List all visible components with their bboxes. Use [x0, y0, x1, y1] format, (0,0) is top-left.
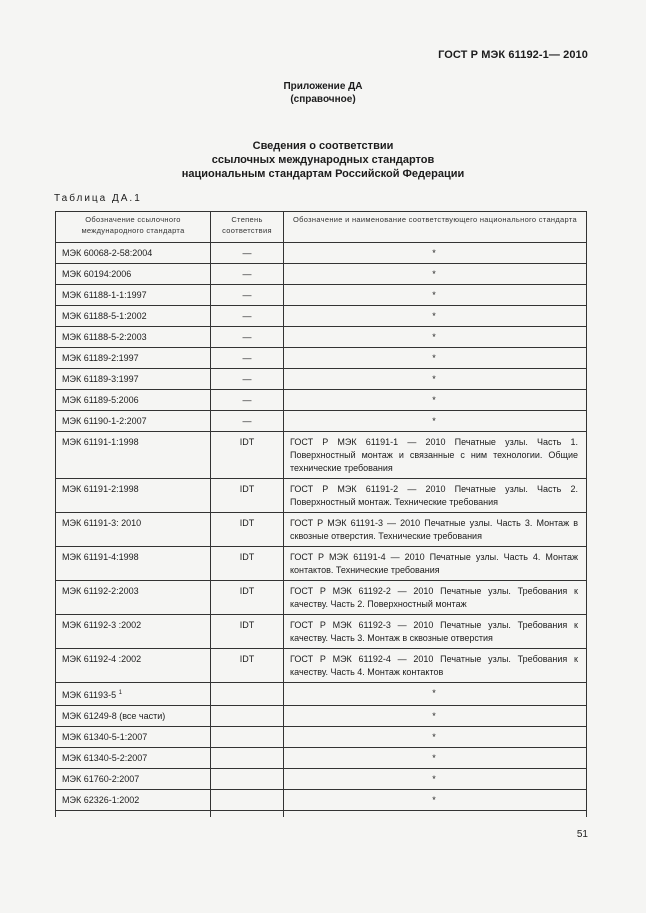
appendix-title: Приложение ДА [283, 81, 363, 92]
cell-degree: — [211, 285, 284, 306]
reference-text: МЭК 61188-5-2:2003 [62, 332, 147, 342]
reference-text: МЭК 61340-5-1:2007 [62, 732, 148, 742]
reference-text: МЭК 61189-2:1997 [62, 353, 139, 363]
cell-reference [56, 748, 211, 769]
table-row [56, 479, 587, 513]
table-row [56, 547, 587, 581]
reference-text: МЭК 61249-8 (все части) [62, 711, 166, 721]
cell-national-standard: * [284, 327, 587, 348]
cell-national-standard: ГОСТ Р МЭК 61192-4 — 2010 Печатные узлы. Требования к качеству. Часть 4. Монтаж контактов [284, 649, 587, 683]
cell-degree [211, 706, 284, 727]
cell-reference [56, 769, 211, 790]
reference-text: МЭК 61189-5:2006 [62, 395, 139, 405]
reference-text: МЭК 61188-1-1:1997 [62, 290, 147, 300]
column-header-national: Обозначение и наименование соответствующего национального стандарта [284, 212, 587, 243]
reference-text: МЭК 61189-3:1997 [62, 374, 139, 384]
cell-national-standard: ГОСТ Р МЭК 61191-4 — 2010 Печатные узлы. Часть 4. Монтаж контактов. Технические требования [284, 547, 587, 581]
cell-national-standard: * [284, 683, 587, 706]
table-row [56, 790, 587, 811]
cell-degree: IDT [211, 513, 284, 547]
reference-text: МЭК 61190-1-2:2007 [62, 416, 147, 426]
reference-text: МЭК 61192-4 :2002 [62, 654, 142, 664]
cell-national-standard: * [284, 706, 587, 727]
section-title [0, 139, 646, 181]
reference-text: МЭК 61192-2:2003 [62, 586, 139, 596]
cell-reference [56, 348, 211, 369]
reference-text: МЭК 61188-5-1:2002 [62, 311, 147, 321]
cell-degree [211, 769, 284, 790]
cell-reference [56, 390, 211, 411]
table-row [56, 390, 587, 411]
page-number: 51 [576, 829, 588, 840]
cell-national-standard: * [284, 348, 587, 369]
cell-degree [211, 748, 284, 769]
cell-reference [56, 790, 211, 811]
cell-degree: — [211, 348, 284, 369]
cell-degree: IDT [211, 615, 284, 649]
footnote-marker: 1 [118, 690, 122, 696]
cell-degree: — [211, 327, 284, 348]
cell-national-standard: * [284, 748, 587, 769]
reference-text: МЭК 61191-3: 2010 [62, 518, 142, 528]
cell-degree: — [211, 264, 284, 285]
reference-text: МЭК 61760-2:2007 [62, 774, 140, 784]
cell-reference [56, 615, 211, 649]
table-row [56, 581, 587, 615]
cell-reference [56, 706, 211, 727]
cell-national-standard: * [284, 790, 587, 811]
table-row [56, 727, 587, 748]
reference-text: МЭК 61340-5-2:2007 [62, 753, 148, 763]
cell-reference [56, 369, 211, 390]
table-row [56, 432, 587, 479]
reference-text: МЭК 61191-4:1998 [62, 552, 139, 562]
cell-reference [56, 432, 211, 479]
table-row [56, 411, 587, 432]
reference-text: МЭК 61193-5 [62, 690, 117, 700]
reference-text: МЭК 62326-1:2002 [62, 795, 140, 805]
table-header-row [56, 212, 587, 243]
cell-reference [56, 581, 211, 615]
table-row [56, 243, 587, 264]
table-row [56, 513, 587, 547]
cell-reference [56, 479, 211, 513]
reference-text: МЭК 60194:2006 [62, 269, 132, 279]
cell-national-standard: * [284, 727, 587, 748]
table-row [56, 615, 587, 649]
cell-national-standard: ГОСТ Р МЭК 61191-1 — 2010 Печатные узлы. Часть 1. Поверхностный монтаж и связанные с ним технологии. Общие технические требования [284, 432, 587, 479]
cell-national-standard: * [284, 285, 587, 306]
column-header-reference: Обозначение ссылочного международного стандарта [56, 212, 211, 243]
cell-national-standard: ГОСТ Р МЭК 61191-3 — 2010 Печатные узлы. Часть 3. Монтаж в сквозные отверстия. Технические требования [284, 513, 587, 547]
cell-reference [56, 727, 211, 748]
table-row [56, 285, 587, 306]
table-row [56, 706, 587, 727]
cell-degree: IDT [211, 547, 284, 581]
appendix-note: (справочное) [290, 94, 356, 105]
correspondence-table [55, 211, 587, 817]
cell-national-standard: * [284, 369, 587, 390]
cell-degree: IDT [211, 649, 284, 683]
cell-reference [56, 513, 211, 547]
table-row [56, 348, 587, 369]
cell-national-standard: * [284, 769, 587, 790]
cell-reference [56, 649, 211, 683]
table-tail-row [56, 811, 587, 818]
cell-degree: IDT [211, 479, 284, 513]
empty-cell [211, 811, 284, 818]
table-row [56, 264, 587, 285]
cell-degree [211, 790, 284, 811]
cell-national-standard: ГОСТ Р МЭК 61192-2 — 2010 Печатные узлы. Требования к качеству. Часть 2. Поверхностный монтаж [284, 581, 587, 615]
cell-national-standard: * [284, 411, 587, 432]
cell-degree: — [211, 390, 284, 411]
table-row [56, 649, 587, 683]
column-header-degree: Степень соответствия [211, 212, 284, 243]
cell-national-standard: ГОСТ Р МЭК 61191-2 — 2010 Печатные узлы. Часть 2. Поверхностный монтаж. Технические требования [284, 479, 587, 513]
cell-national-standard: * [284, 264, 587, 285]
cell-degree: — [211, 243, 284, 264]
cell-national-standard: * [284, 390, 587, 411]
table-row [56, 369, 587, 390]
empty-cell [284, 811, 587, 818]
cell-national-standard: * [284, 243, 587, 264]
table-caption: Таблица ДА.1 [54, 193, 142, 204]
table-row [56, 306, 587, 327]
appendix-heading [0, 80, 646, 106]
empty-cell [56, 811, 211, 818]
cell-degree [211, 727, 284, 748]
cell-degree [211, 683, 284, 706]
section-title-line: Сведения о соответствии [252, 140, 394, 152]
reference-text: МЭК 61191-2:1998 [62, 484, 139, 494]
reference-text: МЭК 61192-3 :2002 [62, 620, 142, 630]
cell-national-standard: ГОСТ Р МЭК 61192-3 — 2010 Печатные узлы. Требования к качеству. Часть 3. Монтаж в сквозные отверстия [284, 615, 587, 649]
cell-degree: IDT [211, 581, 284, 615]
cell-degree: — [211, 411, 284, 432]
cell-degree: — [211, 369, 284, 390]
cell-reference [56, 683, 211, 706]
reference-text: МЭК 60068-2-58:2004 [62, 248, 153, 258]
section-title-line: национальным стандартам Российской Федерации [181, 168, 465, 180]
table-row [56, 683, 587, 706]
table-row [56, 748, 587, 769]
cell-reference [56, 306, 211, 327]
cell-reference [56, 411, 211, 432]
document-code: ГОСТ Р МЭК 61192-1— 2010 [438, 49, 588, 61]
table-row [56, 327, 587, 348]
cell-reference [56, 243, 211, 264]
cell-national-standard: * [284, 306, 587, 327]
cell-reference [56, 264, 211, 285]
table-row [56, 769, 587, 790]
cell-reference [56, 547, 211, 581]
cell-degree: — [211, 306, 284, 327]
cell-reference [56, 285, 211, 306]
section-title-line: ссылочных международных стандартов [211, 154, 435, 166]
cell-degree: IDT [211, 432, 284, 479]
cell-reference [56, 327, 211, 348]
reference-text: МЭК 61191-1:1998 [62, 437, 139, 447]
